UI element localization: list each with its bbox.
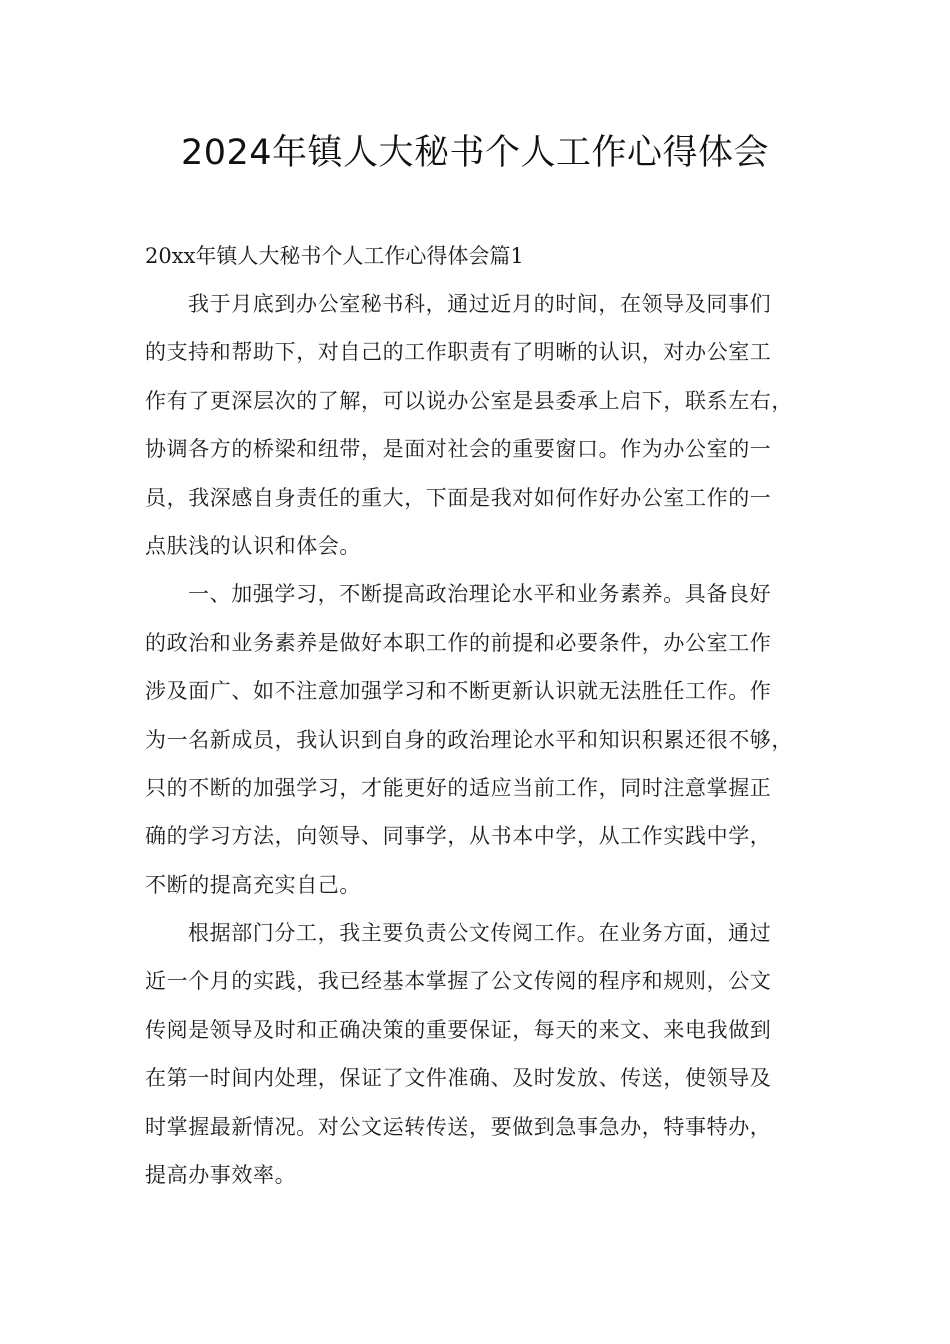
paragraph-line: 只的不断的加强学习，才能更好的适应当前工作，同时注意掌握正 [145, 775, 772, 800]
paragraph-3 [145, 909, 825, 1199]
paragraph-2 [145, 570, 825, 909]
paragraph-line: 协调各方的桥梁和纽带，是面对社会的重要窗口。作为办公室的一 [145, 437, 772, 462]
paragraph-line: 作有了更深层次的了解，可以说办公室是县委承上启下，联系左右， [145, 388, 793, 413]
paragraph-line: 确的学习方法，向领导、同事学，从书本中学，从工作实践中学， [145, 824, 772, 849]
paragraph-line: 的支持和帮助下，对自己的工作职责有了明晰的认识，对办公室工 [145, 340, 772, 365]
document-body [145, 232, 825, 1199]
paragraph-line: 根据部门分工，我主要负责公文传阅工作。在业务方面，通过 [188, 921, 772, 946]
paragraph-line: 一、加强学习，不断提高政治理论水平和业务素养。具备良好 [188, 582, 772, 607]
paragraph-line: 近一个月的实践，我已经基本掌握了公文传阅的程序和规则，公文 [145, 969, 772, 994]
paragraph-line: 为一名新成员，我认识到自身的政治理论水平和知识积累还很不够， [145, 727, 793, 752]
paragraph-line: 员，我深感自身责任的重大，下面是我对如何作好办公室工作的一 [145, 485, 772, 510]
paragraph-line: 传阅是领导及时和正确决策的重要保证，每天的来文、来电我做到 [145, 1017, 772, 1042]
paragraph-line: 的政治和业务素养是做好本职工作的前提和必要条件，办公室工作 [145, 630, 772, 655]
paragraph-line: 时掌握最新情况。对公文运转传送，要做到急事急办，特事特办， [145, 1114, 772, 1139]
paragraph-line: 提高办事效率。 [145, 1163, 297, 1188]
paragraph-line: 我于月底到办公室秘书科，通过近月的时间，在领导及同事们 [188, 292, 772, 316]
paragraph-line: 不断的提高充实自己。 [145, 872, 361, 897]
paragraph-line: 点肤浅的认识和体会。 [145, 533, 361, 558]
paragraph-line: 在第一时间内处理，保证了文件准确、及时发放、传送，使领导及 [145, 1066, 772, 1091]
section-heading: 20xx年镇人大秘书个人工作心得体会篇1 [145, 244, 524, 268]
paragraph-line: 涉及面广、如不注意加强学习和不断更新认识就无法胜任工作。作 [145, 679, 772, 704]
paragraph-1 [145, 280, 825, 570]
document-title: 2024年镇人大秘书个人工作心得体会 [180, 133, 770, 173]
